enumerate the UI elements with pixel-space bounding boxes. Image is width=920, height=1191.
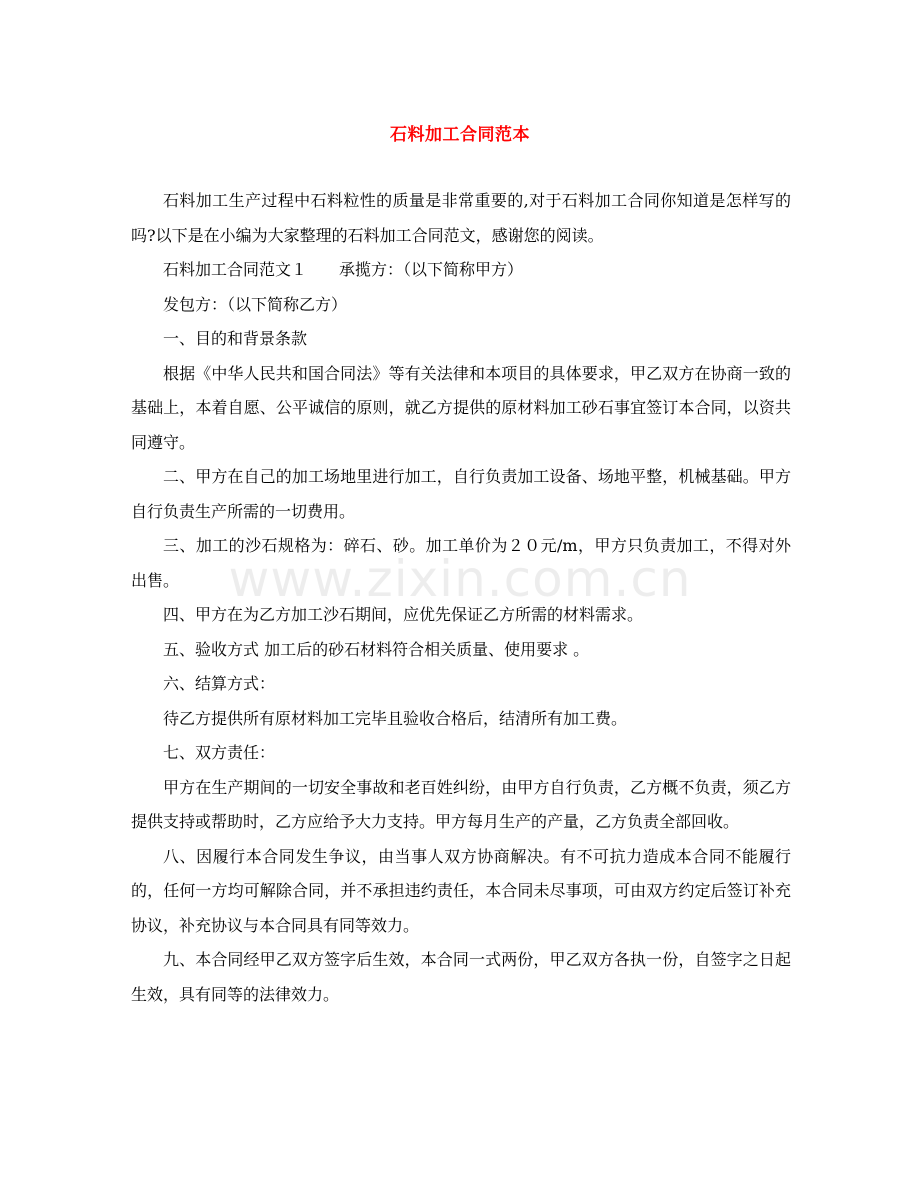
section-heading-1: 一、目的和背景条款 (163, 329, 308, 348)
section-heading-6: 六、结算方式： (163, 674, 276, 693)
paragraph-clause-9: 九、本合同经甲乙双方签字后生效，本合同一式两份，甲乙双方各执一份，自签字之日起生效，具有同等的法律效力。 (131, 950, 791, 1004)
paragraph-clause-6: 待乙方提供所有原材料加工完毕且验收合格后，结清所有加工费。 (163, 708, 628, 728)
paragraph-clause-1: 根据《中华人民共和国合同法》等有关法律和本项目的具体要求，甲乙双方在协商一致的基础上，本着自愿、公平诚信的原则，就乙方提供的原材料加工砂石事宜签订本合同，以资共同遵守。 (131, 363, 791, 452)
paragraph-intro: 石料加工生产过程中石料粒性的质量是非常重要的,对于石料加工合同你知道是怎样写的吗?以下是在小编为大家整理的石料加工合同范文，感谢您的阅读。 (131, 191, 791, 245)
document-title: 石料加工合同范本 (390, 125, 530, 145)
paragraph-contractor: 石料加工合同范文１ 承揽方：（以下简称甲方） (163, 260, 524, 279)
document-body (131, 184, 791, 1012)
paragraph-client: 发包方：（以下简称乙方） (163, 294, 348, 314)
watermark: www.zixin.com.cn (228, 550, 692, 608)
paragraph-clause-7: 甲方在生产期间的一切安全事故和老百姓纠纷，由甲方自行负责，乙方概不负责，须乙方提供支持或帮助时，乙方应给予大力支持。甲方每月生产的产量，乙方负责全部回收。 (131, 777, 791, 831)
paragraph-clause-8: 八、因履行本合同发生争议，由当事人双方协商解决。有不可抗力造成本合同不能履行的，任何一方均可解除合同，并不承担违约责任，本合同未尽事项，可由双方约定后签订补充协议，补充协议与本合同具有同等效力。 (131, 846, 791, 935)
paragraph-clause-4: 四、甲方在为乙方加工沙石期间，应优先保证乙方所需的材料需求。 (163, 605, 644, 624)
paragraph-clause-2: 二、甲方在自己的加工场地里进行加工，自行负责加工设备、场地平整，机械基础。甲方自行负责生产所需的一切费用。 (131, 467, 791, 521)
paragraph-clause-5: 五、验收方式 加工后的砂石材料符合相关质量、使用要求 。 (163, 639, 590, 659)
paragraph-clause-3: 三、加工的沙石规格为：碎石、砂。加工单价为２０元/m，甲方只负责加工，不得对外出售。 (131, 536, 791, 590)
section-heading-7: 七、双方责任： (163, 743, 276, 762)
